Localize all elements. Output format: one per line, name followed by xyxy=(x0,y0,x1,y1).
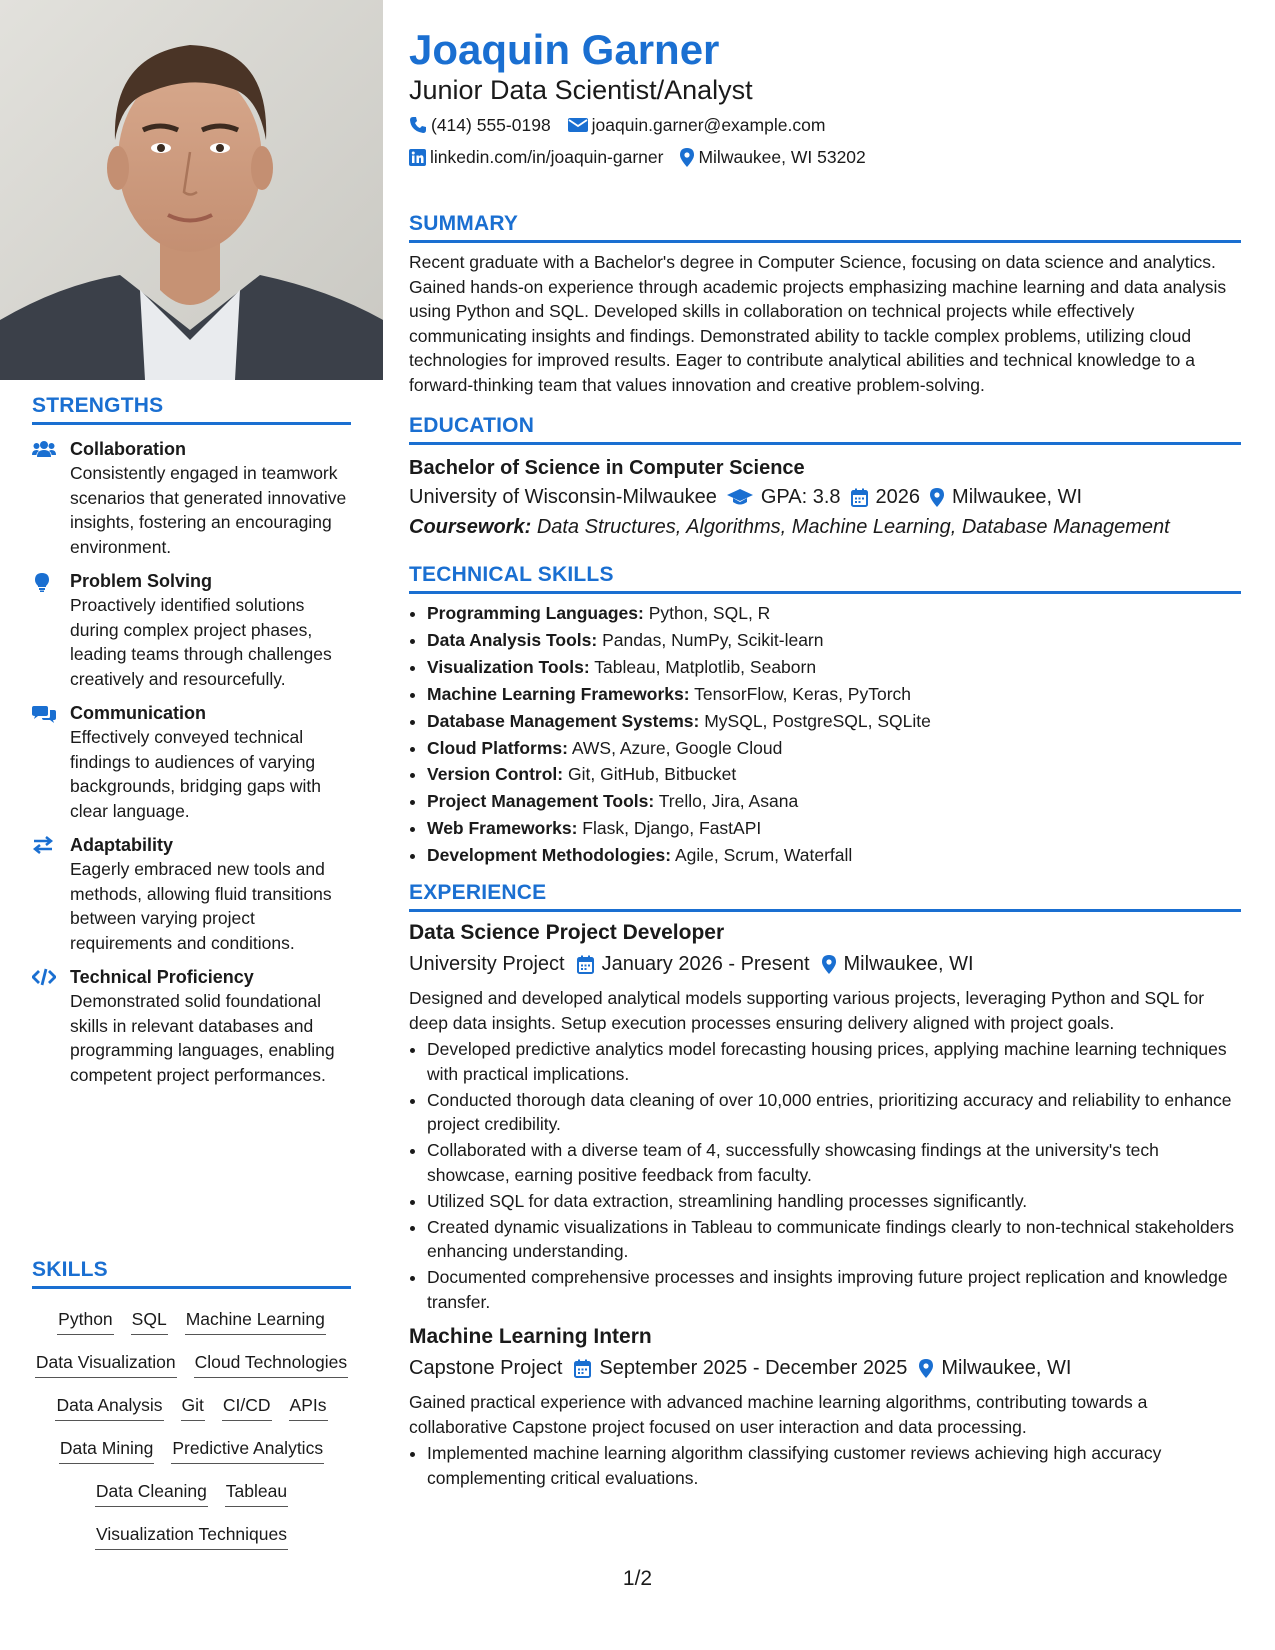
strength-title: Problem Solving xyxy=(70,571,213,591)
technical-skill-item xyxy=(427,761,1241,788)
job-location: Milwaukee, WI xyxy=(941,1357,1072,1380)
skill-label: Visualization Tools: xyxy=(427,656,590,677)
skill-label: Programming Languages: xyxy=(427,603,644,623)
skill-value: Git, GitHub, Bitbucket xyxy=(568,764,737,785)
skill-tag: CI/CD xyxy=(222,1392,272,1421)
skill-label: Web Frameworks: xyxy=(427,818,578,839)
technical-skill-item xyxy=(427,735,1241,762)
candidate-name: Joaquin Garner xyxy=(409,26,720,73)
gpa: GPA: 3.8 xyxy=(760,486,841,508)
strength-description: Eagerly embraced new tools and methods, allowing fluid transitions between varying project requirements and conditions. xyxy=(70,859,332,953)
skill-value: AWS, Azure, Google Cloud xyxy=(571,737,783,758)
job-bullets xyxy=(409,1441,1241,1490)
job-bullet: • Utilized SQL for data extraction, streamlining handling processes significantly. xyxy=(427,1189,1241,1214)
skill-tag: Tableau xyxy=(225,1478,288,1507)
left-column xyxy=(0,0,383,1650)
job-dates: September 2025 - December 2025 xyxy=(599,1357,908,1380)
education-location: Milwaukee, WI xyxy=(952,486,1083,508)
header-location: Milwaukee, WI 53202 xyxy=(698,147,866,167)
job-title: Machine Learning Intern xyxy=(409,1325,652,1349)
map-pin-icon xyxy=(919,1359,933,1378)
skill-value: Pandas, NumPy, Scikit-learn xyxy=(602,629,824,650)
job-bullet: • Created dynamic visualizations in Tableau to communicate findings clearly to non-technical stakeholders enhancing understanding. xyxy=(427,1215,1241,1264)
linkedin-link[interactable]: linkedin.com/in/joaquin-garner xyxy=(430,147,664,167)
strength-title: Technical Proficiency xyxy=(70,967,254,987)
strength-item xyxy=(32,701,351,823)
experience-heading: EXPERIENCE xyxy=(409,881,1241,912)
code-icon xyxy=(32,965,70,1087)
profile-photo xyxy=(0,0,383,380)
arrows-exchange-icon xyxy=(32,833,70,955)
technical-skill-item xyxy=(427,681,1241,708)
phone-icon xyxy=(409,116,427,134)
summary-section xyxy=(409,212,1241,397)
skill-tag: Data Visualization xyxy=(35,1349,177,1378)
skill-label: Version Control: xyxy=(427,764,564,785)
education-heading: EDUCATION xyxy=(409,414,1241,445)
technical-skill-item xyxy=(427,708,1241,735)
skill-label: Development Methodologies: xyxy=(427,845,672,866)
strength-description: Proactively identified solutions during complex project phases, leading teams through challenges creatively and resourcefully. xyxy=(70,595,332,689)
education-details xyxy=(409,482,1241,512)
graduation-cap-icon xyxy=(727,488,753,506)
skill-label: Machine Learning Frameworks: xyxy=(427,683,690,704)
strength-title: Communication xyxy=(70,703,207,723)
technical-skills-list xyxy=(409,600,1241,869)
skill-value: Flask, Django, FastAPI xyxy=(582,818,762,839)
job-entry xyxy=(409,1322,1241,1490)
strength-title: Collaboration xyxy=(70,439,186,459)
linkedin-icon xyxy=(409,149,426,166)
job-bullet: • Documented comprehensive processes and insights improving future project replication and knowledge transfer. xyxy=(427,1265,1241,1314)
skills-heading: SKILLS xyxy=(32,1258,351,1289)
skill-tag: Data Mining xyxy=(59,1435,154,1464)
technical-skills-heading: TECHNICAL SKILLS xyxy=(409,563,1241,594)
lightbulb-icon xyxy=(32,569,70,691)
job-details xyxy=(409,1352,1241,1384)
technical-skills-section xyxy=(409,563,1241,869)
skill-tag: Git xyxy=(181,1392,205,1421)
skill-tag: Python xyxy=(57,1306,113,1335)
skill-tag: APIs xyxy=(289,1392,328,1421)
skill-tag: SQL xyxy=(131,1306,168,1335)
users-icon xyxy=(32,437,70,559)
job-bullets xyxy=(409,1037,1241,1314)
skill-value: TensorFlow, Keras, PyTorch xyxy=(694,683,912,704)
skill-value: Python, SQL, R xyxy=(648,603,771,623)
skill-label: Cloud Platforms: xyxy=(427,737,568,758)
job-summary: Designed and developed analytical models supporting various projects, leveraging Python and SQL for deep data insights. Setup execution processes ensuring delivery aligned with project goals. xyxy=(409,988,1205,1033)
school-name: University of Wisconsin-Milwaukee xyxy=(409,486,717,508)
coursework-label: Coursework: xyxy=(409,516,532,538)
strengths-section xyxy=(32,394,351,1087)
email-link[interactable]: joaquin.garner@example.com xyxy=(591,115,826,135)
skill-value: MySQL, PostgreSQL, SQLite xyxy=(704,710,931,731)
technical-skill-item xyxy=(427,654,1241,681)
job-organization: University Project xyxy=(409,953,565,976)
map-pin-icon xyxy=(680,148,694,167)
map-pin-icon xyxy=(822,955,836,974)
job-organization: Capstone Project xyxy=(409,1357,563,1380)
skills-list xyxy=(32,1306,351,1550)
strengths-heading: STRENGTHS xyxy=(32,394,351,425)
strength-item xyxy=(32,833,351,955)
job-summary: Gained practical experience with advanced machine learning algorithms, contributing towards a collaborative Capstone project focused on user interaction and data processing. xyxy=(409,1392,1148,1437)
summary-heading: SUMMARY xyxy=(409,212,1241,243)
contact-row xyxy=(409,145,1241,169)
job-entry xyxy=(409,918,1241,1314)
skill-label: Data Analysis Tools: xyxy=(427,629,598,650)
technical-skill-item xyxy=(427,600,1241,627)
skill-label: Database Management Systems: xyxy=(427,710,700,731)
strength-description: Consistently engaged in teamwork scenarios that generated innovative insights, fostering an encouraging environment. xyxy=(70,463,347,557)
page-number: 1/2 xyxy=(622,1567,653,1590)
technical-skill-item xyxy=(427,842,1241,869)
strength-item xyxy=(32,569,351,691)
skill-label: Project Management Tools: xyxy=(427,791,655,812)
comments-icon xyxy=(32,701,70,823)
strength-description: Demonstrated solid foundational skills in relevant databases and programming languages, enabling competent project performances. xyxy=(70,991,335,1085)
technical-skill-item xyxy=(427,788,1241,815)
strength-title: Adaptability xyxy=(70,835,174,855)
skill-value: Agile, Scrum, Waterfall xyxy=(674,845,853,866)
job-dates: January 2026 - Present xyxy=(601,953,810,976)
summary-text: Recent graduate with a Bachelor's degree in Computer Science, focusing on data science and analytics. Gained hands-on experience through academic projects emphasizing machine learning and data analysis using Python and SQL. Developed skills in collaboration on technical projects while effectively communicating insights and findings. Demonstrated ability to tackle complex problems, utilizing cloud technologies for improved results. Eager to contribute analytical abilities and technical knowledge to a forward-thinking team that values innovation and creative problem-solving. xyxy=(409,252,1227,395)
coursework xyxy=(409,512,1241,542)
graduation-year: 2026 xyxy=(875,486,921,508)
job-bullet: • Conducted thorough data cleaning of over 10,000 entries, prioritizing accuracy and reliability to enhance project credibility. xyxy=(427,1088,1241,1137)
calendar-icon xyxy=(851,488,868,507)
candidate-headline: Junior Data Scientist/Analyst xyxy=(409,75,753,105)
job-bullet: • Implemented machine learning algorithm classifying customer reviews achieving high accuracy complementing critical evaluations. xyxy=(427,1441,1241,1490)
skills-section xyxy=(32,1258,351,1550)
main-column xyxy=(409,0,1241,1492)
skill-value: Trello, Jira, Asana xyxy=(658,791,799,812)
technical-skill-item xyxy=(427,627,1241,654)
skill-value: Tableau, Matplotlib, Seaborn xyxy=(594,656,817,677)
contact-row xyxy=(409,113,1241,137)
phone-link[interactable]: (414) 555-0198 xyxy=(431,115,551,135)
strength-item xyxy=(32,437,351,559)
degree-title: Bachelor of Science in Computer Science xyxy=(409,457,805,479)
calendar-icon xyxy=(577,955,594,974)
coursework-list: Data Structures, Algorithms, Machine Learning, Database Management xyxy=(536,516,1170,538)
job-title: Data Science Project Developer xyxy=(409,921,725,945)
skill-tag: Visualization Techniques xyxy=(95,1521,288,1550)
calendar-icon xyxy=(574,1359,591,1378)
skill-tag: Predictive Analytics xyxy=(171,1435,324,1464)
skill-tag: Data Cleaning xyxy=(95,1478,208,1507)
job-location: Milwaukee, WI xyxy=(843,953,974,976)
strength-description: Effectively conveyed technical findings to audiences of varying backgrounds, bridging gaps with clear language. xyxy=(70,727,321,821)
education-section xyxy=(409,414,1241,542)
job-bullet: • Collaborated with a diverse team of 4, successfully showcasing findings at the university's tech showcase, earning positive feedback from faculty. xyxy=(427,1138,1241,1187)
job-details xyxy=(409,948,1241,980)
technical-skill-item xyxy=(427,815,1241,842)
skill-tag: Data Analysis xyxy=(55,1392,163,1421)
skill-tag: Cloud Technologies xyxy=(194,1349,348,1378)
skill-tag: Machine Learning xyxy=(185,1306,326,1335)
job-bullet: • Developed predictive analytics model forecasting housing prices, applying machine learning techniques with practical implications. xyxy=(427,1037,1241,1086)
envelope-icon xyxy=(568,117,588,133)
experience-section xyxy=(409,881,1241,1490)
strength-item xyxy=(32,965,351,1087)
map-pin-icon xyxy=(930,488,944,507)
